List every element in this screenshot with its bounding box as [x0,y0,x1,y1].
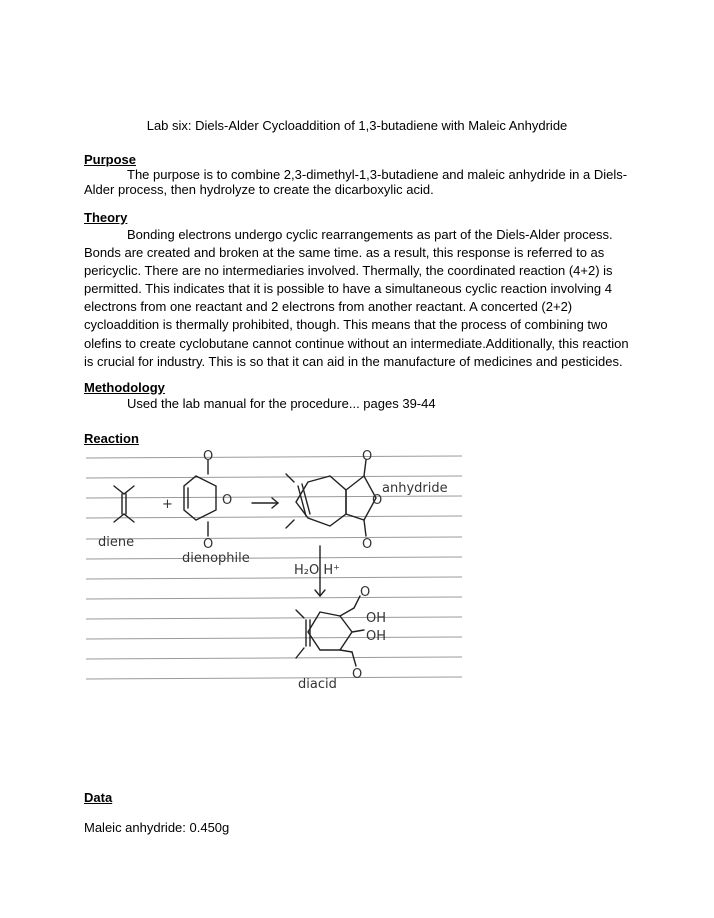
oxygen-label: O [360,585,371,600]
oxygen-label: O [203,449,214,464]
dienophile-label: dienophile [182,551,250,566]
methodology-text: Used the lab manual for the procedure... pages 39-44 [127,396,436,411]
reaction-sketch [84,446,464,696]
oxygen-label: O [352,667,363,682]
oxygen-label: O [203,537,214,552]
reaction-heading: Reaction [84,431,139,446]
theory-heading: Theory [84,210,128,225]
diacid-structure [296,596,364,666]
oh-label-2: OH [366,629,387,644]
diacid-label: diacid [298,677,337,692]
diene-label: diene [98,535,135,550]
page-title: Lab six: Diels-Alder Cycloaddition of 1,3-butadiene with Maleic Anhydride [146,118,568,133]
data-heading: Data [84,790,113,805]
oxygen-label: O [362,537,373,552]
oxygen-label: O [362,449,373,464]
plus-sign: + [162,497,173,512]
oxygen-label: O [222,493,233,508]
purpose-text: The purpose is to combine 2,3-dimethyl-1,3-butadiene and maleic anhydride in a Diels-Alder process, then hydrolyze to create the dicarboxylic acid. [84,167,628,197]
reagents-label: H₂O H⁺ [294,563,340,578]
oh-label-1: OH [366,611,387,626]
diene-structure [114,486,134,522]
dienophile-structure [184,460,216,536]
purpose-heading: Purpose [84,152,137,167]
anhydride-adduct [286,460,376,536]
anhydride-label: anhydride [382,481,448,496]
maleic-anhydride-mass: Maleic anhydride: 0.450g [84,820,230,835]
theory-text: Bonding electrons undergo cyclic rearrangements as part of the Diels-Alder process. Bonds are created and broken at the same time. as a result, this response is referred to as pericyclic. There are no intermediaries involved. Thermally, the coordinated reaction (4+2) is permitted. This indicates that it is possible to have a simultaneous cyclic reaction involving 4 electrons from one reactant and 2 electrons from another reactant. A concerted (2+2) cycloaddition is thermally prohibited, though. This means that the process of combining two olefins to create cyclobutane cannot continue without an intermediate.Additionally, this reaction is crucial for industry. This is so that it can aid in the manufacture of medicines and pesticides. [84,227,629,369]
oxygen-label: O [372,493,383,508]
methodology-heading: Methodology [84,380,165,395]
